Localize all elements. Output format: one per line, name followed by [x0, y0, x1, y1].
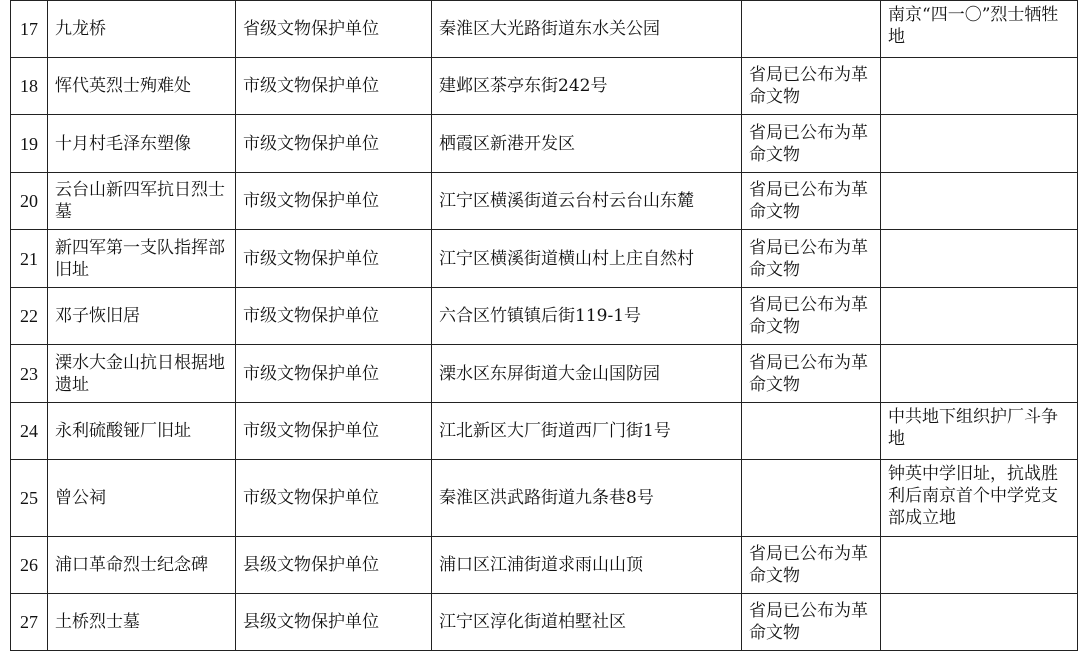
protection-level: 省级文物保护单位	[236, 1, 432, 58]
site-name: 云台山新四军抗日烈士墓	[48, 173, 236, 230]
remark: 南京“四一〇”烈士牺牲地	[881, 1, 1078, 58]
site-address: 浦口区江浦街道求雨山山顶	[432, 537, 742, 594]
table-row	[11, 537, 1078, 594]
protection-level: 市级文物保护单位	[236, 173, 432, 230]
site-name: 土桥烈士墓	[48, 594, 236, 651]
site-address: 建邺区茶亭东街242号	[432, 58, 742, 115]
site-name: 恽代英烈士殉难处	[48, 58, 236, 115]
site-name: 永利硫酸铔厂旧址	[48, 403, 236, 460]
status-note: 省局已公布为革命文物	[742, 345, 881, 403]
remark	[881, 230, 1078, 288]
table-row	[11, 345, 1078, 403]
table-body	[11, 1, 1078, 651]
status-note	[742, 460, 881, 537]
status-note: 省局已公布为革命文物	[742, 115, 881, 173]
status-note: 省局已公布为革命文物	[742, 58, 881, 115]
status-note: 省局已公布为革命文物	[742, 594, 881, 651]
site-address: 江北新区大厂街道西厂门街1号	[432, 403, 742, 460]
remark	[881, 288, 1078, 345]
status-note	[742, 1, 881, 58]
row-number: 21	[11, 230, 48, 288]
row-number: 18	[11, 58, 48, 115]
site-address: 秦淮区洪武路街道九条巷8号	[432, 460, 742, 537]
site-name: 溧水大金山抗日根据地遗址	[48, 345, 236, 403]
protection-level: 市级文物保护单位	[236, 288, 432, 345]
site-address: 栖霞区新港开发区	[432, 115, 742, 173]
table-row	[11, 288, 1078, 345]
site-name: 十月村毛泽东塑像	[48, 115, 236, 173]
site-address: 溧水区东屏街道大金山国防园	[432, 345, 742, 403]
site-name: 浦口革命烈士纪念碑	[48, 537, 236, 594]
protection-level: 市级文物保护单位	[236, 58, 432, 115]
status-note: 省局已公布为革命文物	[742, 537, 881, 594]
row-number: 25	[11, 460, 48, 537]
site-name: 九龙桥	[48, 1, 236, 58]
protection-level: 市级文物保护单位	[236, 230, 432, 288]
site-name: 新四军第一支队指挥部旧址	[48, 230, 236, 288]
protection-level: 市级文物保护单位	[236, 403, 432, 460]
table-row	[11, 173, 1078, 230]
row-number: 22	[11, 288, 48, 345]
remark	[881, 594, 1078, 651]
protection-level: 市级文物保护单位	[236, 345, 432, 403]
row-number: 24	[11, 403, 48, 460]
remark	[881, 345, 1078, 403]
table-row	[11, 460, 1078, 537]
status-note: 省局已公布为革命文物	[742, 173, 881, 230]
protection-level: 县级文物保护单位	[236, 537, 432, 594]
site-address: 江宁区淳化街道柏墅社区	[432, 594, 742, 651]
table-row	[11, 230, 1078, 288]
status-note	[742, 403, 881, 460]
remark	[881, 173, 1078, 230]
protection-level: 县级文物保护单位	[236, 594, 432, 651]
remark	[881, 115, 1078, 173]
row-number: 17	[11, 1, 48, 58]
table-row	[11, 58, 1078, 115]
row-number: 23	[11, 345, 48, 403]
remark: 钟英中学旧址，抗战胜利后南京首个中学党支部成立地	[881, 460, 1078, 537]
remark	[881, 537, 1078, 594]
table-row	[11, 1, 1078, 58]
row-number: 27	[11, 594, 48, 651]
site-name: 邓子恢旧居	[48, 288, 236, 345]
site-address: 江宁区横溪街道云台村云台山东麓	[432, 173, 742, 230]
protection-level: 市级文物保护单位	[236, 115, 432, 173]
site-address: 秦淮区大光路街道东水关公园	[432, 1, 742, 58]
table-row	[11, 115, 1078, 173]
site-address: 六合区竹镇镇后街119-1号	[432, 288, 742, 345]
heritage-table	[10, 0, 1078, 651]
site-address: 江宁区横溪街道横山村上庄自然村	[432, 230, 742, 288]
status-note: 省局已公布为革命文物	[742, 230, 881, 288]
remark: 中共地下组织护厂斗争地	[881, 403, 1078, 460]
status-note: 省局已公布为革命文物	[742, 288, 881, 345]
protection-level: 市级文物保护单位	[236, 460, 432, 537]
row-number: 20	[11, 173, 48, 230]
table-row	[11, 594, 1078, 651]
remark	[881, 58, 1078, 115]
row-number: 19	[11, 115, 48, 173]
row-number: 26	[11, 537, 48, 594]
table-row	[11, 403, 1078, 460]
site-name: 曾公祠	[48, 460, 236, 537]
